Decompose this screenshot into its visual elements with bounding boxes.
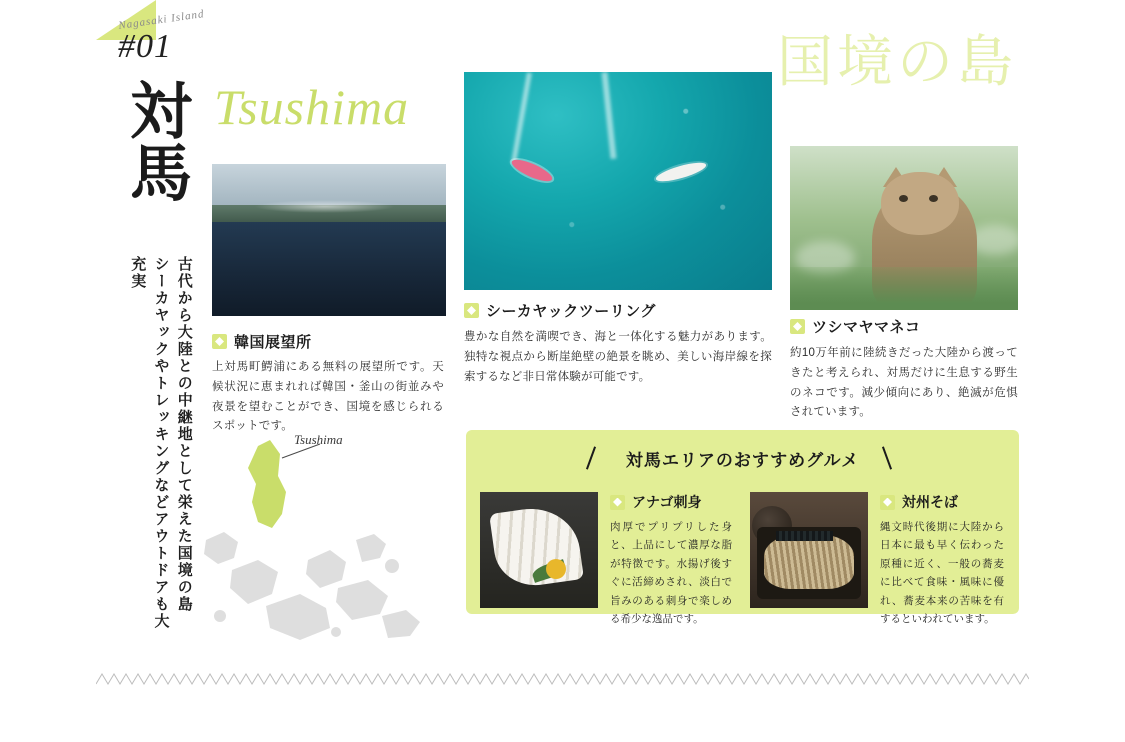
diamond-icon <box>212 334 227 349</box>
issue-number: #01 <box>118 28 172 65</box>
photo-soba-noodles <box>764 534 854 590</box>
page-title-japanese <box>120 79 204 209</box>
feature-2-heading <box>464 300 656 321</box>
diamond-icon <box>610 495 625 510</box>
photo-cat-head <box>881 172 959 234</box>
gourmet-item-2-body: 縄文時代後期に大陸から日本に最も早く伝わった原種に近く、一般の蕎麦に比べて食味・風味に優れ、蕎麦本来の苦味を有するといわれています。 <box>880 521 1004 625</box>
photo-anago-sashimi <box>480 492 598 608</box>
gourmet-item-1-heading <box>610 492 701 512</box>
diamond-icon <box>464 303 479 318</box>
feature-1-title: 韓国展望所 <box>234 334 312 351</box>
photo-taishu-soba <box>750 492 868 608</box>
gourmet-panel-title: 対馬エリアのおすすめグルメ <box>625 451 860 470</box>
gourmet-item-2-title: 対州そば <box>902 494 958 510</box>
gourmet-panel <box>466 430 1019 625</box>
map-svg <box>196 420 426 650</box>
photo-sea-kayak <box>464 72 772 290</box>
diamond-icon <box>880 495 895 510</box>
series-label: Nagasaki Island <box>117 8 206 32</box>
feature-1-body: 上対馬町鰐浦にある無料の展望所です。天候状況に恵まれれば韓国・釜山の街並みや夜景を望むことができ、国境を感じられるスポットです。 <box>212 361 444 433</box>
feature-3-title: ツシマヤマネコ <box>812 319 921 336</box>
page-watermark-heading: 国境の島 <box>777 32 1017 94</box>
photo-tsushima-leopard-cat <box>790 146 1018 310</box>
photo-horizon-glow <box>254 200 394 212</box>
bottom-zigzag-divider <box>96 672 1029 686</box>
feature-1-heading <box>212 331 312 352</box>
gourmet-item-1-body: 肉厚でプリプリした身と、上品にして濃厚な脂が特徴です。水揚げ後すぐに活締めされ、淡白で旨みのある刺身で楽しめる希少な逸品です。 <box>610 521 732 625</box>
photo-nori-topping <box>776 531 833 541</box>
lead-copy <box>126 256 196 636</box>
page-title-romaji: Tsushima <box>214 79 410 135</box>
tsushima-locator-map <box>196 420 426 650</box>
feature-2-body: 豊かな自然を満喫でき、海と一体化する魅力があります。独特な視点から断崖絶壁の絶景を眺め、美しい海岸線を探索するなど非日常体験が可能です。 <box>464 331 772 383</box>
photo-foreground-grass <box>790 267 1018 310</box>
photo-sea <box>212 222 446 316</box>
map-label: Tsushima <box>294 432 343 447</box>
lead-copy-line-2: シーカヤックやトレッキングなどアウトドアも大充実 <box>129 256 170 630</box>
feature-3-body: 約10万年前に陸続きだった大陸から渡ってきたと考えられ、対馬だけに生息する野生のネコです。減少傾向にあり、絶滅が危惧されています。 <box>790 347 1018 419</box>
gourmet-item-1-title: アナゴ刺身 <box>632 494 702 510</box>
page-title-char-1: 対 <box>129 79 194 147</box>
diamond-icon <box>790 319 805 334</box>
photo-water-sparkle <box>464 72 772 290</box>
feature-2-title: シーカヤックツーリング <box>486 303 656 320</box>
photo-korea-observatory <box>212 164 446 316</box>
page-title-char-2: 馬 <box>129 141 194 209</box>
gourmet-item-2-heading <box>880 492 958 512</box>
feature-3-heading <box>790 316 921 337</box>
lead-copy-line-1: 古代から大陸との中継地として栄えた国境の島 <box>175 256 193 613</box>
